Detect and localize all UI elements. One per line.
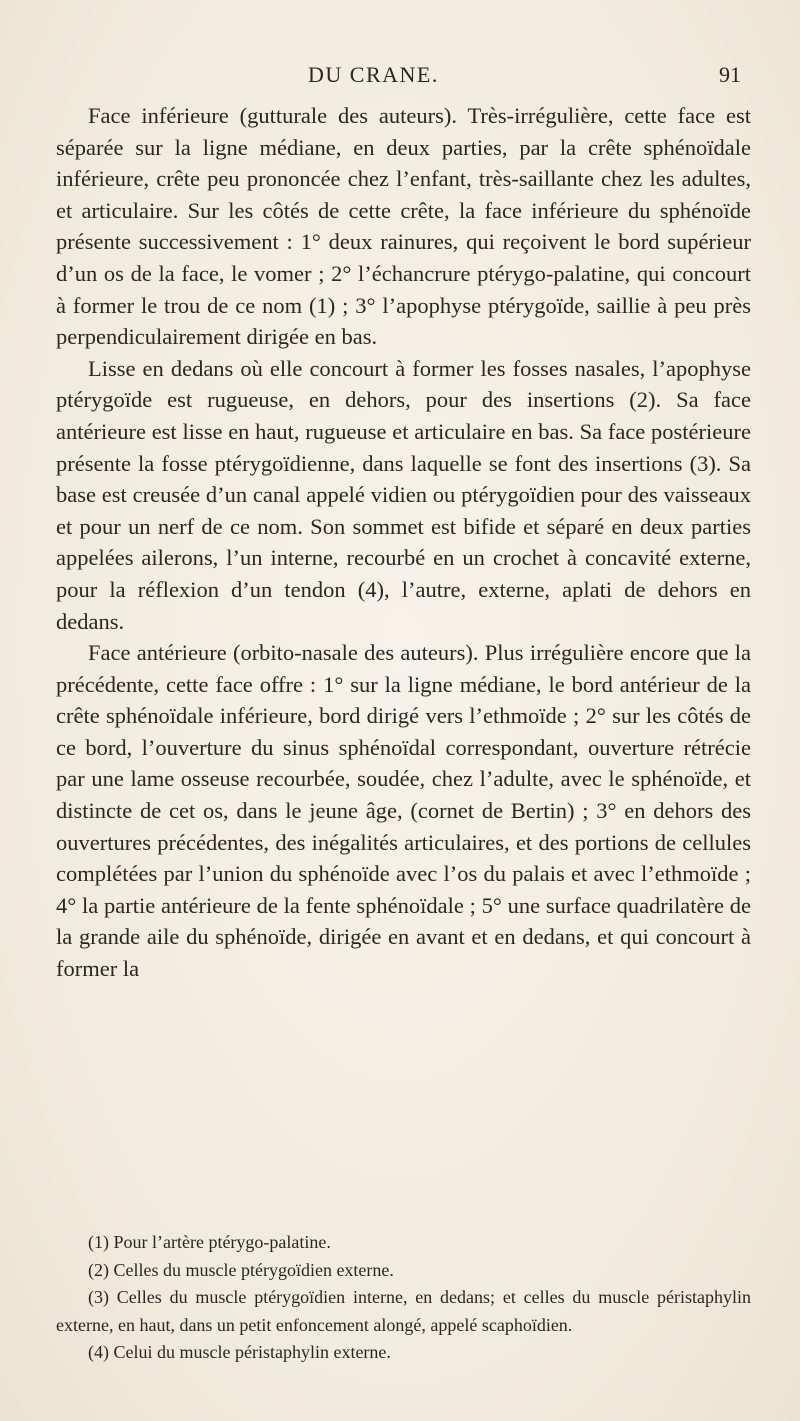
footnote-2: (2) Celles du muscle ptérygoïdien externe. (88, 1259, 394, 1280)
running-head (0, 62, 800, 92)
footnote-1: (1) Pour l’artère ptérygo-palatine. (88, 1232, 331, 1252)
main-text (56, 100, 751, 985)
paragraph-face-inferieure: Face inférieure (gutturale des auteurs). Très-irrégulière, cette face est séparée sur la ligne médiane, en deux parties, par la crête sphénoïdale inférieure, crête peu prononcée chez l’enfant, très-saillante chez les adultes, et articulaire. Sur les côtés de cette crête, la face inférieure du sphénoïde présente successivement : 1° deux rainures, qui reçoivent le bord supérieur d’un os de la face, le vomer ; 2° l’échancrure ptérygo-palatine, qui concourt à former le trou de ce nom (1) ; 3° l’apophyse ptérygoïde, saillie à peu près perpendiculairement dirigée en bas. (56, 103, 751, 350)
running-title: DU CRANE. (308, 62, 439, 87)
page-number: 91 (719, 62, 741, 87)
footnotes (56, 1229, 751, 1367)
paragraph-face-anterieure: Face antérieure (orbito-nasale des auteurs). Plus irrégulière encore que la précédente, cette face offre : 1° sur la ligne médiane, le bord antérieur de la crête sphénoïdale inférieure, bord dirigé vers l’ethmoïde ; 2° sur les côtés de ce bord, l’ouverture du sinus sphénoïdal correspondant, ouverture rétrécie par une lame osseuse recourbée, soudée, chez l’adulte, avec le sphénoïde, et distincte de cet os, dans le jeune âge, (cornet de Bertin) ; 3° en dehors des ouvertures précédentes, des inégalités articulaires, et des portions de cellules complétées par l’union du sphénoïde avec l’os du palais et avec l’ethmoïde ; 4° la partie antérieure de la fente sphénoïdale ; 5° une surface quadrilatère de la grande aile du sphénoïde, dirigée en avant et en dedans, et qui concourt à former la (56, 640, 751, 982)
footnote-4: (4) Celui du muscle péristaphylin externe. (88, 1342, 391, 1362)
footnote-3: (3) Celles du muscle ptérygoïdien interne, en dedans; et celles du muscle péristaphylin externe, en haut, dans un petit enfoncement alongé, appelé scaphoïdien. (56, 1287, 751, 1335)
paragraph-apophyse-pterygoide: Lisse en dedans où elle concourt à former les fosses nasales, l’apophyse ptérygoïde est rugueuse, en dehors, pour des insertions (2). Sa face antérieure est lisse en haut, rugueuse et articulaire en bas. Sa face postérieure présente la fosse ptérygoïdienne, dans laquelle se font des insertions (3). Sa base est creusée d’un canal appelé vidien ou ptérygoïdien pour des vaisseaux et pour un nerf de ce nom. Son sommet est bifide et séparé en deux parties appelées ailerons, l’un interne, recourbé en un crochet à concavité externe, pour la réflexion d’un tendon (4), l’autre, externe, aplati de dehors en dedans. (56, 355, 751, 634)
